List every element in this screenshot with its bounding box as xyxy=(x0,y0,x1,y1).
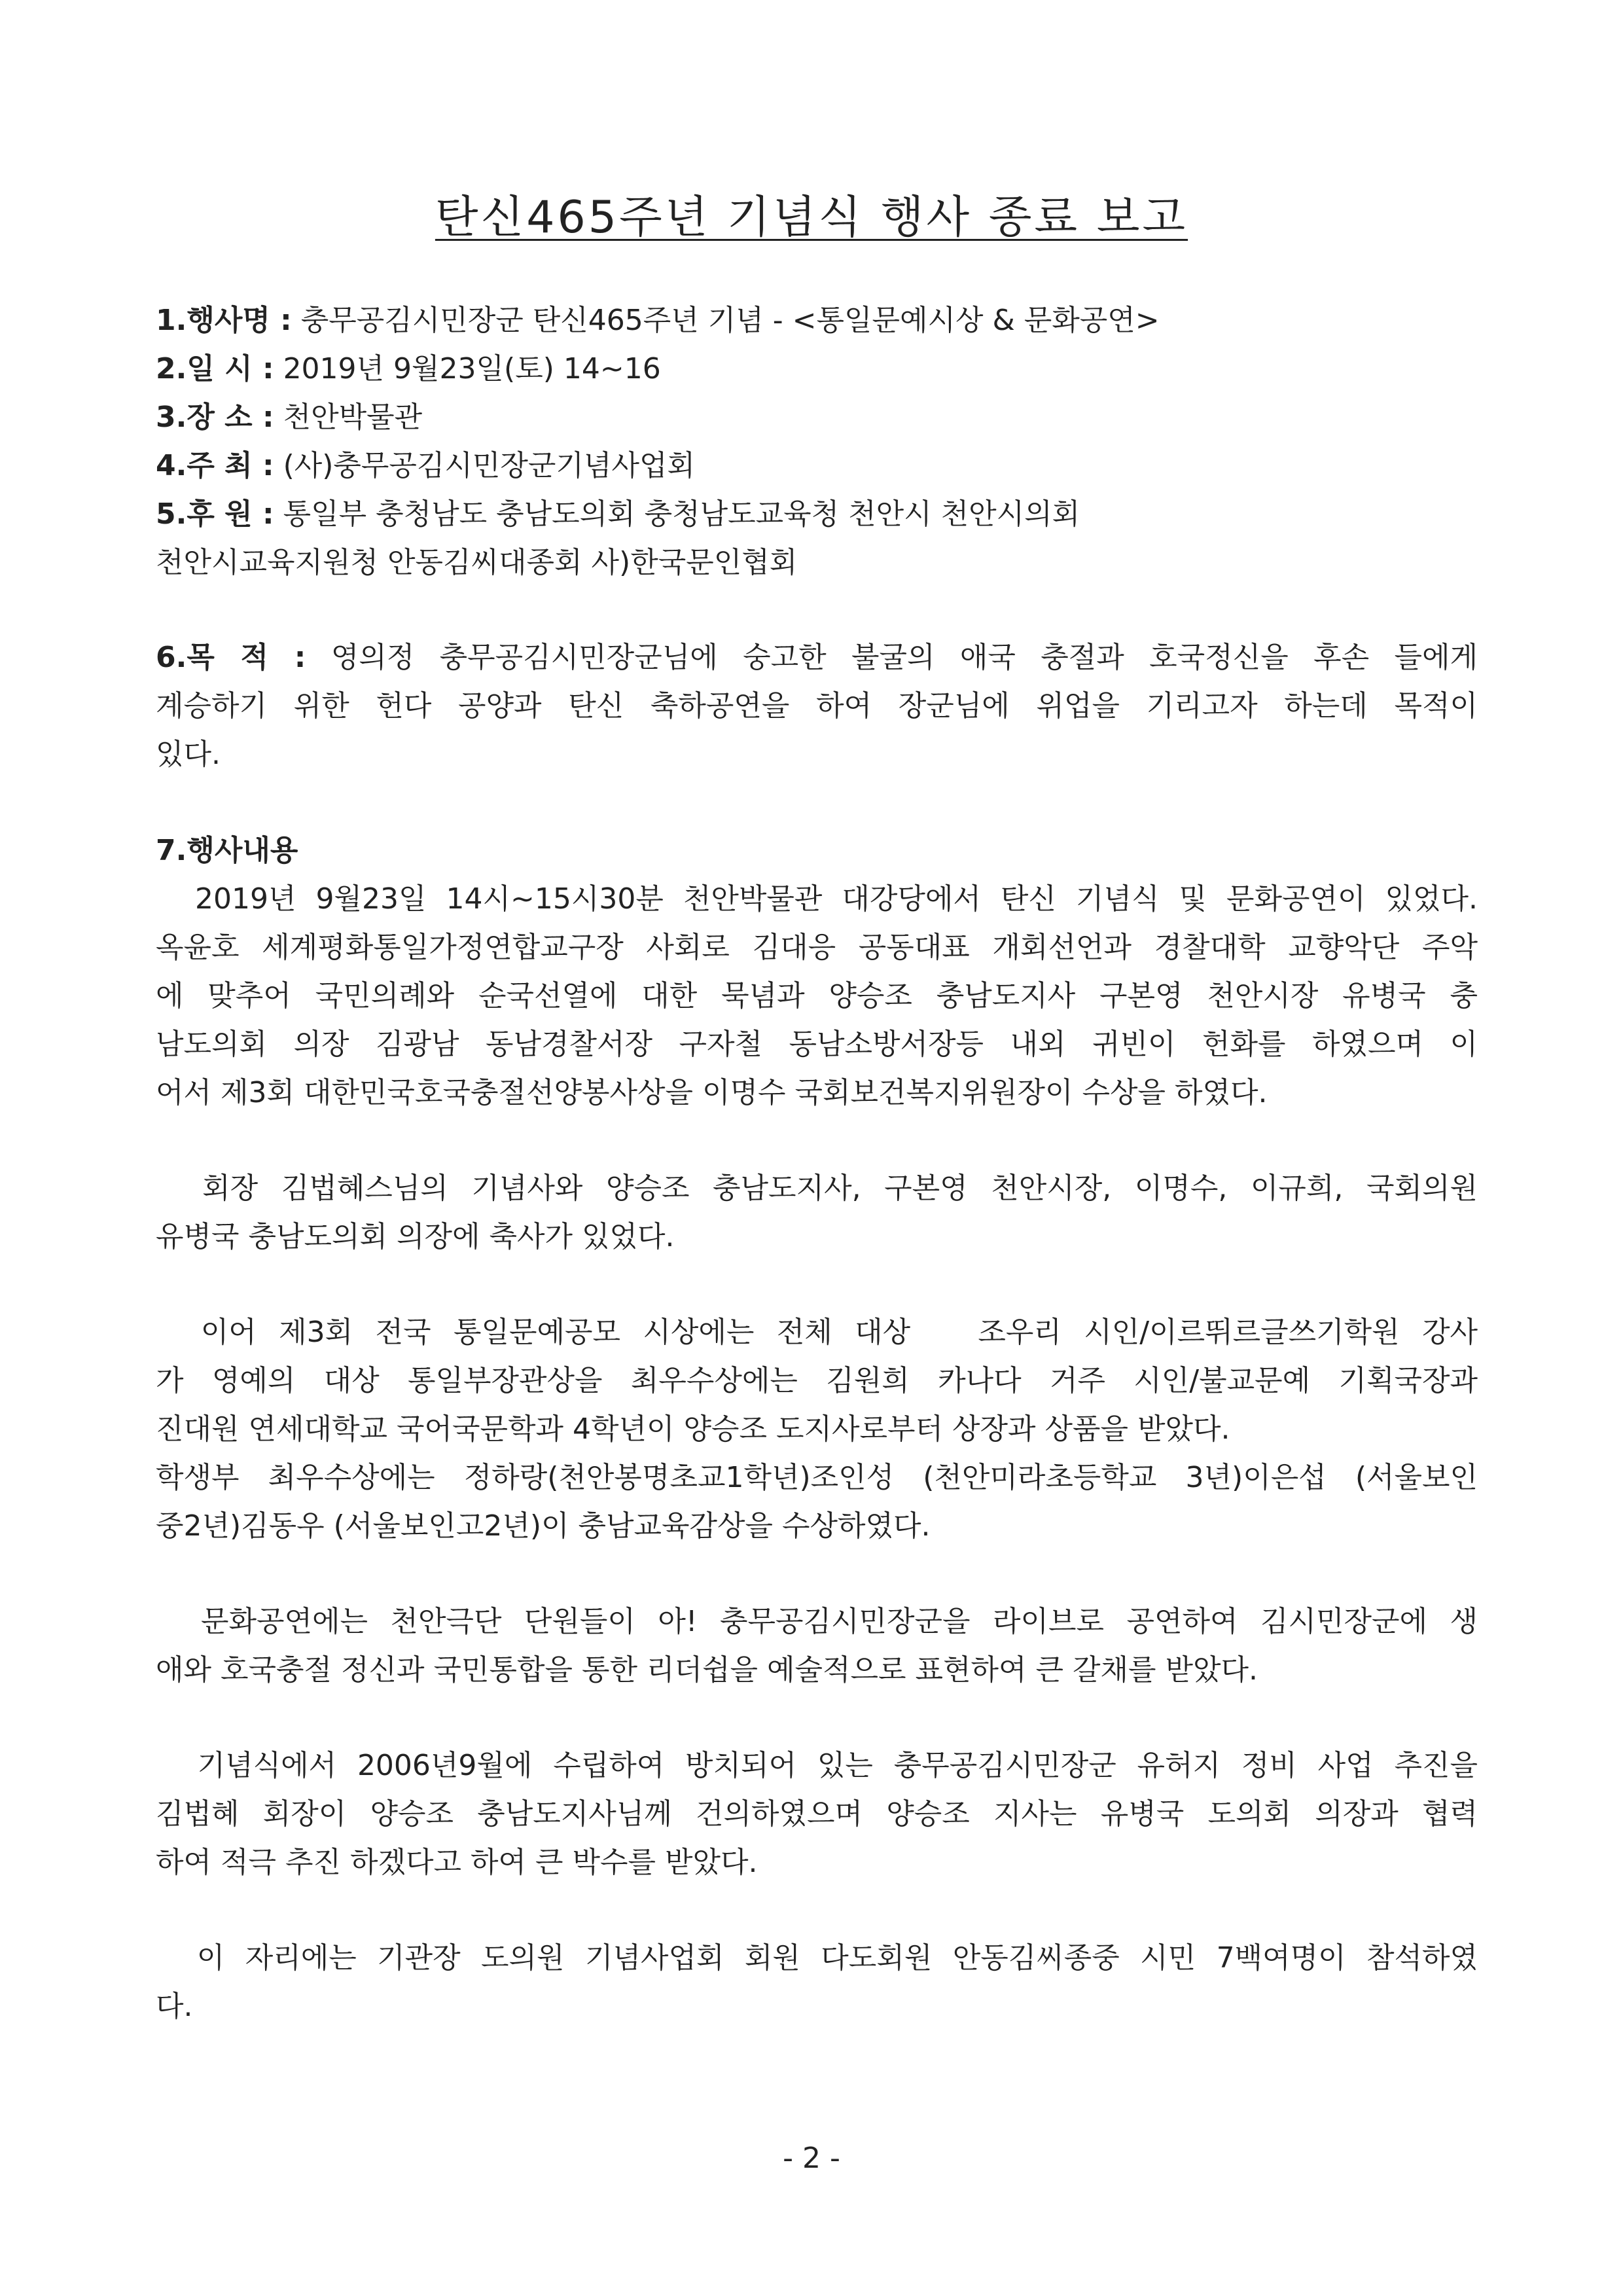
paragraph-line: 이어 제3회 전국 통일문예공모 시상에는 전체 대상 조우리 시인/이르뛰르글쓰기학원 강사 xyxy=(156,1316,1478,1349)
paragraph-line: 에 맞추어 국민의례와 순국선열에 대한 묵념과 양승조 충남도지사 구본영 천안시장 유병국 충 xyxy=(156,979,1478,1013)
paragraph-line: 진대원 연세대학교 국어국문학과 4학년이 양승조 도지사로부터 상장과 상품을 받았다. xyxy=(156,1412,1230,1446)
paragraph-line: 유병국 충남도의회 의장에 축사가 있었다. xyxy=(156,1220,675,1253)
paragraph-line: 김법혜 회장이 양승조 충남도지사님께 건의하였으며 양승조 지사는 유병국 도의회 의장과 협력 xyxy=(156,1797,1478,1831)
item-event-name: 1.행사명 : 충무공김시민장군 탄신465주년 기념 - <통일문예시상 & 문화공연> xyxy=(156,304,1160,337)
item-host: 4.주 최 : (사)충무공김시민장군기념사업회 xyxy=(156,449,695,482)
paragraph-line: 회장 김법혜스님의 기념사와 양승조 충남도지사, 구본영 천안시장, 이명수, 이규희, 국회의원 xyxy=(156,1172,1478,1205)
item-purpose: 6.목 적 : 영의정 충무공김시민장군님에 숭고한 불굴의 애국 충절과 호국정신을 후손 들에게 xyxy=(156,641,1478,674)
paragraph-line: 이 자리에는 기관장 도의원 기념사업회 회원 다도회원 안동김씨종중 시민 7백여명이 참석하였 xyxy=(156,1941,1478,1975)
paragraph-line: 다. xyxy=(156,1990,193,2023)
item-date: 2.일 시 : 2019년 9월23일(토) 14~16 xyxy=(156,352,661,386)
item-sponsors: 5.후 원 : 통일부 충청남도 충남도의회 충청남도교육청 천안시 천안시의회 xyxy=(156,497,1080,531)
item-venue: 3.장 소 : 천안박물관 xyxy=(156,401,423,434)
section-heading-event-content: 7.행사내용 xyxy=(156,834,298,867)
page-number: - 2 - xyxy=(783,2142,840,2175)
paragraph-line: 가 영예의 대상 통일부장관상을 최우수상에는 김원희 카나다 거주 시인/불교문예 기획국장과 xyxy=(156,1364,1478,1397)
paragraph-line: 옥윤호 세계평화통일가정연합교구장 사회로 김대응 공동대표 개회선언과 경찰대학 교향악단 주악 xyxy=(156,931,1478,964)
paragraph-line: 문화공연에는 천안극단 단원들이 아! 충무공김시민장군을 라이브로 공연하여 김시민장군에 생 xyxy=(156,1605,1478,1638)
purpose-line-3: 있다. xyxy=(156,738,221,771)
item-sponsors-continued: 천안시교육지원청 안동김씨대종회 사)한국문인협회 xyxy=(156,546,798,579)
paragraph-line: 기념식에서 2006년9월에 수립하여 방치되어 있는 충무공김시민장군 유허지 정비 사업 추진을 xyxy=(156,1749,1478,1782)
paragraph-line: 애와 호국충절 정신과 국민통합을 통한 리더쉽을 예술적으로 표현하여 큰 갈채를 받았다. xyxy=(156,1653,1258,1687)
paragraph-line: 남도의회 의장 김광남 동남경찰서장 구자철 동남소방서장등 내외 귀빈이 헌화를 하였으며 이 xyxy=(156,1028,1478,1061)
paragraph-line: 2019년 9월23일 14시~15시30분 천안박물관 대강당에서 탄신 기념식 및 문화공연이 있었다. xyxy=(156,882,1478,916)
paragraph-line: 학생부 최우수상에는 정하랑(천안봉명초교1학년)조인성 (천안미라초등학교 3년)이은섭 (서울보인 xyxy=(156,1461,1478,1494)
paragraph-line: 하여 적극 추진 하겠다고 하여 큰 박수를 받았다. xyxy=(156,1846,758,1879)
document-title: 탄신465주년 기념식 행사 종료 보고 xyxy=(435,192,1188,243)
paragraph-line: 어서 제3회 대한민국호국충절선양봉사상을 이명수 국회보건복지위원장이 수상을 하였다. xyxy=(156,1076,1268,1109)
paragraph-line: 중2년)김동우 (서울보인고2년)이 충남교육감상을 수상하였다. xyxy=(156,1509,931,1543)
purpose-line-2: 계승하기 위한 헌다 공양과 탄신 축하공연을 하여 장군님에 위업을 기리고자 하는데 목적이 xyxy=(156,689,1478,723)
